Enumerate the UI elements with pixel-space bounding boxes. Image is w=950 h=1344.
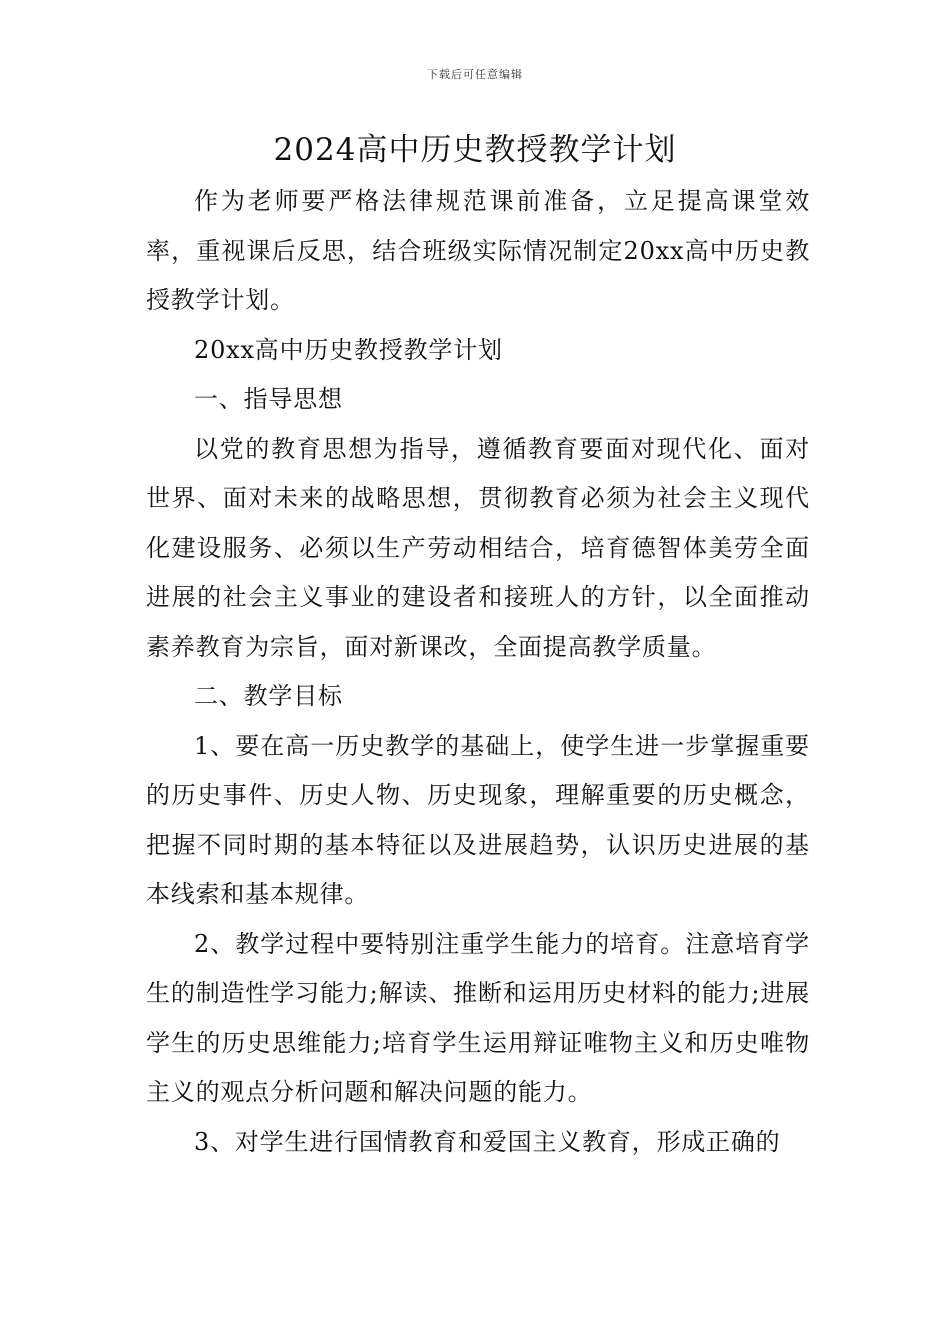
document-body xyxy=(146,177,810,1167)
intro-paragraph: 作为老师要严格法律规范课前准备，立足提高课堂效率，重视课后反思，结合班级实际情况制定20xx高中历史教授教学计划。 xyxy=(146,187,810,314)
document-title: 2024高中历史教授教学计划 xyxy=(273,132,677,168)
section-heading-teaching-goals: 二、教学目标 xyxy=(194,682,343,710)
goal-item-1: 1、要在高一历史教学的基础上，使学生进一步掌握重要的历史事件、历史人物、历史现象，理解重要的历史概念，把握不同时期的基本特征以及进展趋势，认识历史进展的基本线索和基本规律。 xyxy=(146,731,810,908)
section-heading-guiding-thought: 一、指导思想 xyxy=(194,385,343,413)
header-note: 下载后可任意编辑 xyxy=(427,68,523,81)
guiding-thought-paragraph: 以党的教育思想为指导，遵循教育要面对现代化、面对世界、面对未来的战略思想，贯彻教育必须为社会主义现代化建设服务、必须以生产劳动相结合，培育德智体美劳全面进展的社会主义事业的建设者和接班人的方针，以全面推动素养教育为宗旨，面对新课改，全面提高教学质量。 xyxy=(146,434,810,661)
goal-item-2: 2、教学过程中要特别注重学生能力的培育。注意培育学生的制造性学习能力;解读、推断和运用历史材料的能力;进展学生的历史思维能力;培育学生运用辩证唯物主义和历史唯物主义的观点分析问题和解决问题的能力。 xyxy=(146,929,810,1106)
goal-item-3: 3、对学生进行国情教育和爱国主义教育，形成正确的 xyxy=(194,1127,781,1156)
subtitle-paragraph: 20xx高中历史教授教学计划 xyxy=(194,335,503,364)
